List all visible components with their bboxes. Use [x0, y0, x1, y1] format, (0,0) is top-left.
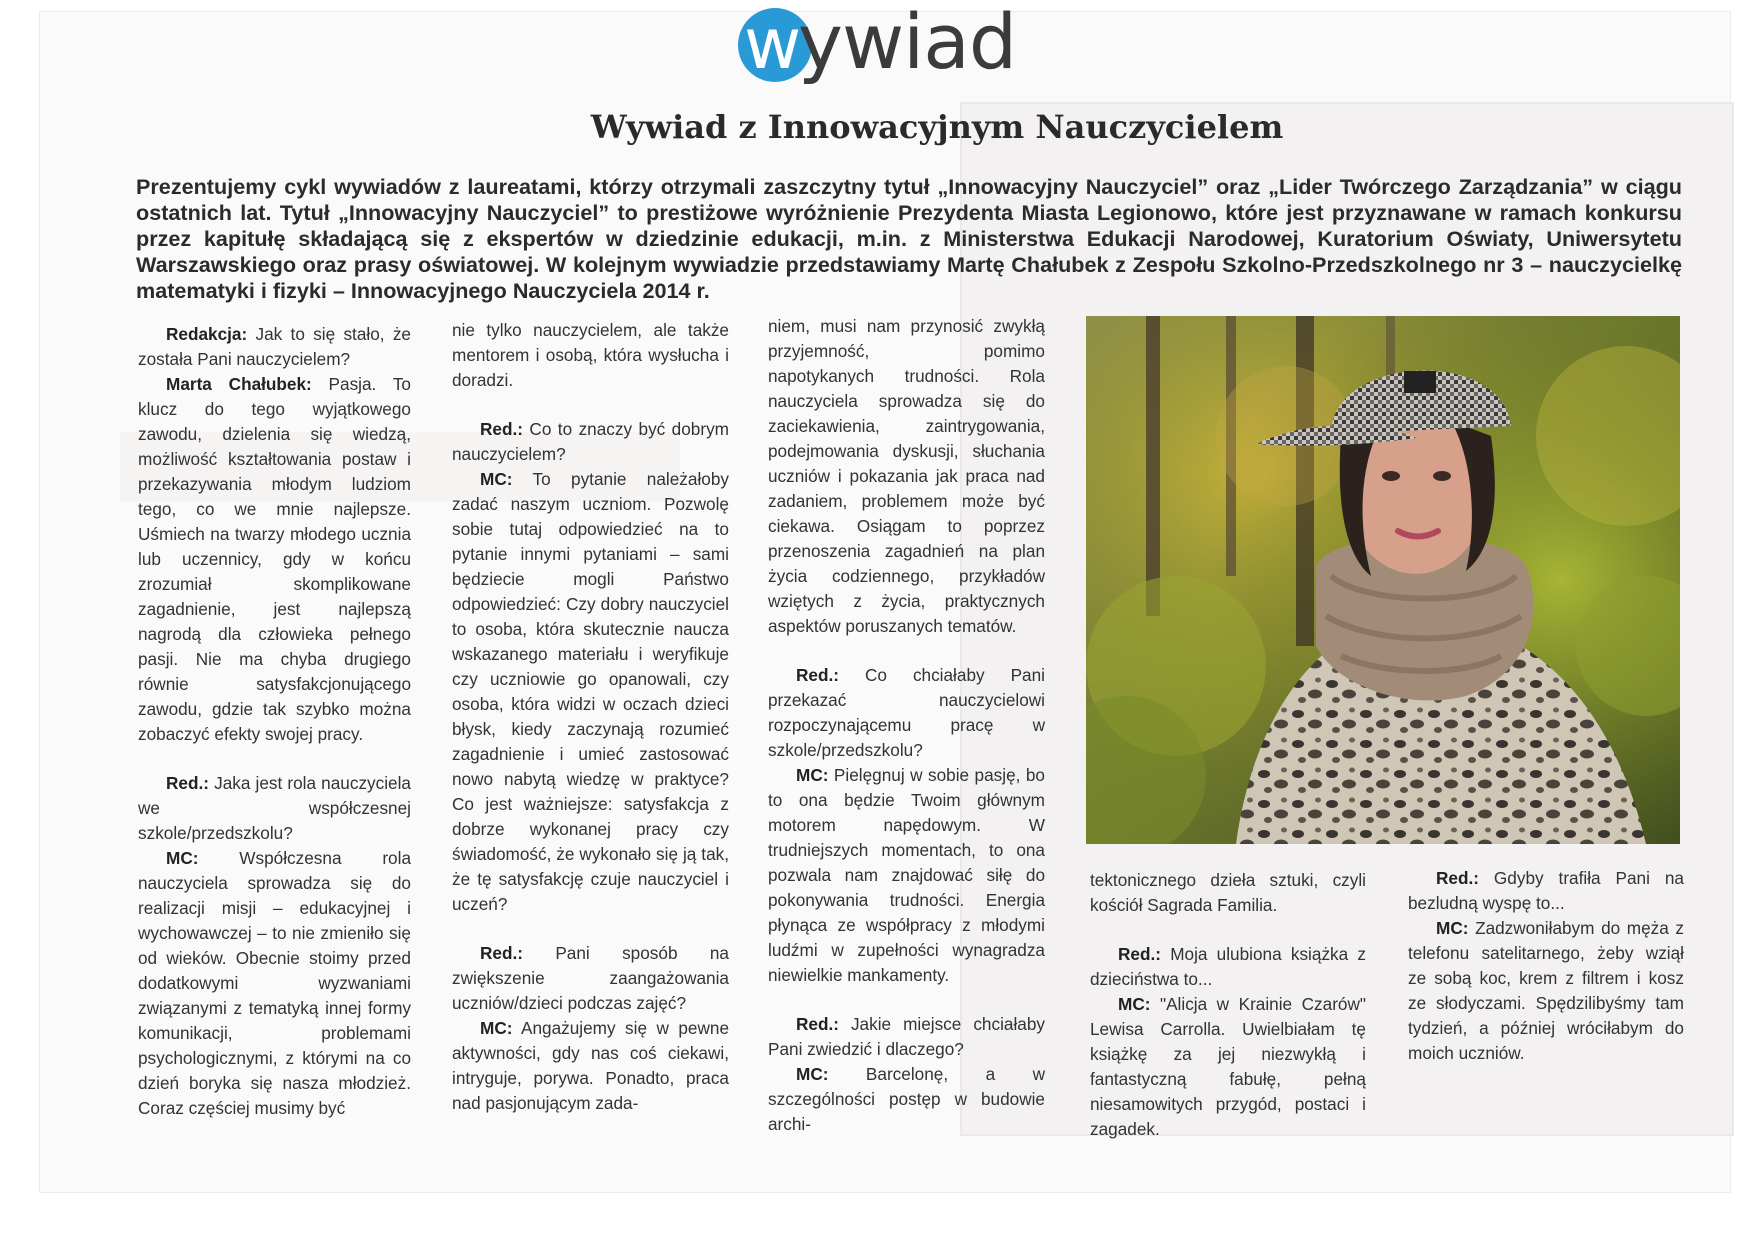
answer-2: MC: Współczesna rola nauczyciela sprowadza się do realizacji misji – edukacyjnej i wychowawczej – to nie zmieniło się od wieków. Obecnie stoimy przed dodatkowymi wyzwaniami związanymi z tematyką innej formy komunikacji, problemami psychologicznymi, z którymi na co dzień boryka się nasza młodzież. Coraz częściej musimy być	[138, 848, 411, 1118]
answer-1: Marta Chałubek: Pasja. To klucz do tego wyjątkowego zawodu, dzielenia się wiedzą, możliwość kształtowania postaw i przekazywania młodym ludziom tego, co we mnie najlepsze. Uśmiech na twarzy młodego ucznia lub uczennicy, gdy w końcu zrozumiał skomplikowane zagadnienie, jest najlepszą nagrodą dla człowieka pełnego pasji. Nie ma chyba drugiego równie satysfakcjonującego zawodu, gdzie tak szybko można zobaczyć efekty swojej pracy.	[138, 374, 411, 744]
question-4: Red.: Pani sposób na zwiększenie zaangażowania uczniów/dzieci podczas zajęć?	[452, 943, 729, 1013]
answer-5: MC: Pielęgnuj w sobie pasję, bo to ona będzie Twoim głównym motorem napędowym. W trudniejszych momentach, to ona pozwala nam znajdować siłę do pokonywania trudności. Energia płynąca ze współpracy z młodymi ludźmi w zupełności wynagradza niewielkie mankamenty.	[768, 765, 1045, 985]
question-5: Red.: Co chciałaby Pani przekazać nauczycielowi rozpoczynającemu pracę w szkole/przedszkolu?	[768, 665, 1045, 760]
answer-2-continued: nie tylko nauczycielem, ale także mentorem i osobą, która wysłucha i doradzi.	[452, 320, 729, 390]
article-lead: Prezentujemy cykl wywiadów z laureatami, którzy otrzymali zaszczytny tytuł „Innowacyjny Nauczyciel” oraz „Lider Twórczego Zarządzania” w ciągu ostatnich lat. Tytuł „Innowacyjny Nauczyciel” to prestiżowe wyróżnienie Prezydenta Miasta Legionowo, które jest przyznawane w ramach konkursu przez kapitułę składającą się z ekspertów w dziedzinie edukacji, m.in. z Ministerstwa Edukacji Narodowej, Kuratorium Oświaty, Uniwersytetu Warszawskiego oraz prasy oświatowej. W kolejnym wywiadzie przedstawiamy Martę Chałubek z Zespołu Szkolno-Przedszkolnego nr 3 – nauczycielkę matematyki i fizyki – Innowacyjnego Nauczyciela 2014 r.	[136, 174, 1682, 303]
answer-3: MC: To pytanie należałoby zadać naszym uczniom. Pozwolę sobie tutaj odpowiedzieć na to pytanie innymi pytaniami – sami będziecie mogli Państwo odpowiedzieć: Czy dobry nauczyciel to osoba, która skutecznie naucza wskazanego materiału i weryfikuje czy uczniowie go opanowali, czy osoba, która widzi w oczach dzieci błysk, kiedy zaczynają rozumieć zagadnienie i umieć zastosować nowo nabytą wiedzę w praktyce? Co jest ważniejsze: satysfakcja z dobrze wykonanej pracy czy świadomość, że wykonało się ją tak, że tę satysfakcję czuje nauczyciel i uczeń?	[452, 469, 729, 914]
article-column-2	[452, 318, 729, 1116]
article-column-4	[1090, 868, 1366, 1142]
answer-4: MC: Angażujemy się w pewne aktywności, gdy nas coś ciekawi, intryguje, porywa. Ponadto, praca nad pasjonującym zada-	[452, 1018, 729, 1113]
svg-text:ywiad: ywiad	[798, 4, 1017, 84]
section-logo	[738, 4, 1098, 82]
section-logo-wordmark	[738, 4, 1098, 84]
portrait-photo	[1086, 316, 1680, 844]
portrait-photo-illustration	[1086, 316, 1680, 844]
question-7: Red.: Moja ulubiona książka z dzieciństwa to...	[1090, 944, 1366, 989]
answer-7: MC: "Alicja w Krainie Czarów" Lewisa Carrolla. Uwielbiałam tę książkę za jej niezwykłą i fantastyczną fabułę, pełną niesamowitych przygód, postaci i zagadek.	[1090, 994, 1366, 1139]
question-8: Red.: Gdyby trafiła Pani na bezludną wyspę to...	[1408, 868, 1684, 913]
svg-text:w: w	[744, 4, 800, 84]
answer-4-continued: niem, musi nam przynosić zwykłą przyjemność, pomimo napotykanych trudności. Rola nauczyciela sprowadza się do zaciekawienia, zaintrygowania, podejmowania dyskusji, słuchania uczniów i pokazania jak praca nad zadaniem, problemem może być ciekawa. Osiągam to poprzez przenoszenia zagadnień na plan życia codziennego, przykładów wziętych z życia, praktycznych aspektów poruszanych tematów.	[768, 316, 1045, 636]
article-column-5	[1408, 866, 1684, 1066]
question-6: Red.: Jakie miejsce chciałaby Pani zwiedzić i dlaczego?	[768, 1014, 1045, 1059]
article-headline: Wywiad z Innowacyjnym Nauczycielem	[590, 108, 1284, 146]
article-column-1	[138, 322, 411, 1121]
question-2: Red.: Jaka jest rola nauczyciela we współczesnej szkole/przedszkolu?	[138, 773, 411, 843]
question-3: Red.: Co to znaczy być dobrym nauczycielem?	[452, 419, 729, 464]
answer-6: MC: Barcelonę, a w szczególności postęp w budowie archi-	[768, 1064, 1045, 1134]
question-1: Redakcja: Jak to się stało, że została Pani nauczycielem?	[138, 324, 411, 369]
answer-8: MC: Zadzwoniłabym do męża z telefonu satelitarnego, żeby wziął ze sobą koc, krem z filtrem i kosz ze słodyczami. Spędzilibyśmy tam tydzień, a później wróciłabym do moich uczniów.	[1408, 918, 1684, 1063]
answer-6-continued: tektonicznego dzieła sztuki, czyli kościół Sagrada Familia.	[1090, 870, 1366, 915]
article-column-3	[768, 314, 1045, 1137]
